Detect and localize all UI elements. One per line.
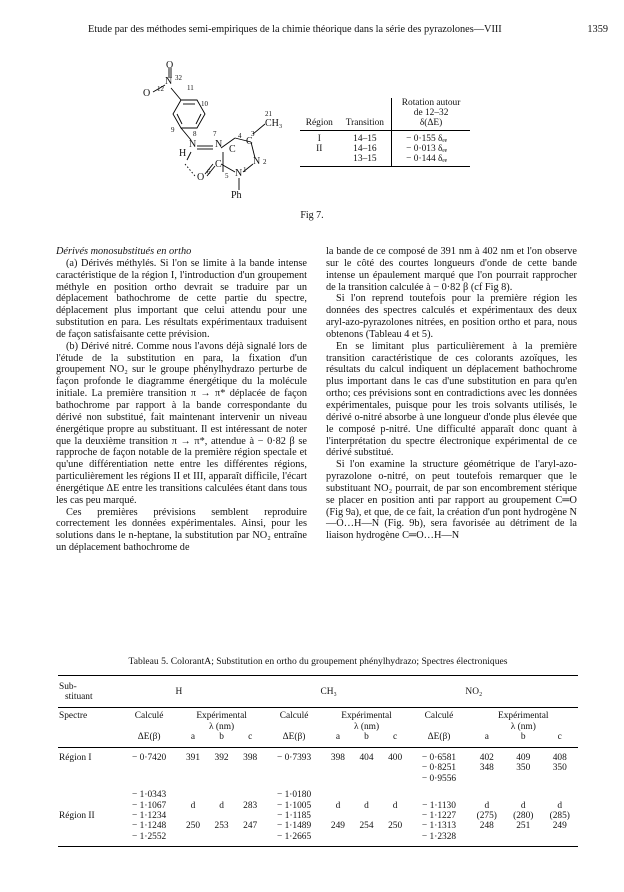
table-cell: 409 — [516, 753, 531, 764]
unit-label: λ (nm) — [353, 721, 380, 732]
table-cell — [324, 790, 353, 800]
table-row: I 14–15 − 0·155 δₑₑ — [300, 131, 470, 145]
table-cell — [236, 790, 265, 800]
atom-O: O — [143, 88, 151, 99]
table-cell: − 1·1067 — [132, 800, 167, 811]
table-cell — [179, 811, 208, 821]
table-cell: − 1·2552 — [132, 831, 167, 842]
table-cell: (275) — [476, 811, 497, 822]
locant: 8 — [193, 130, 197, 138]
atom-N: N — [215, 139, 223, 150]
table-cell: 391 — [185, 753, 201, 764]
table-cell: 400 — [388, 753, 403, 764]
table-cell: 249 — [552, 821, 567, 832]
table-cell: − 1·1227 — [421, 811, 457, 822]
atom-C: C — [229, 144, 236, 155]
table-cell: − 1·1313 — [421, 821, 457, 832]
table-cell: 402 — [479, 753, 494, 764]
table-cell: d — [392, 800, 398, 811]
table-cell: − 0·7420 — [132, 753, 167, 764]
table-cell: 251 — [516, 821, 531, 832]
structure-bonds — [135, 60, 305, 210]
table-cell — [409, 790, 468, 800]
page-number: 1359 — [587, 24, 608, 35]
table-cell — [179, 763, 208, 773]
right-column — [326, 246, 577, 542]
table-cell — [179, 790, 208, 800]
table-cell: d — [190, 800, 196, 811]
table-cell — [207, 774, 236, 784]
table-cell — [352, 832, 381, 842]
table-cell — [469, 790, 505, 800]
rotation-header: Rotation autour de 12–32 δ(ΔE) — [392, 98, 470, 131]
table-cell: d — [335, 800, 341, 811]
calc-label: Calculé — [279, 711, 309, 722]
table-caption: Tableau 5. ColorantA; Substitution en ortho du groupement phénylhydrazo; Spectres électroniques — [128, 656, 508, 667]
paragraph: Si l'on reprend toutefois pour la première région les données des spectres calculés et expérimentaux des deux aryl-azo-pyrazolones nitrées, en position ortho et para, nous obtenons (Tableau 4 et 5). — [326, 293, 577, 340]
table-cell: − 1·1234 — [132, 811, 167, 822]
substituent-header: CH₃ — [320, 687, 337, 698]
exp-label: Expérimental — [341, 711, 392, 722]
table-cell — [541, 832, 578, 842]
paragraph: Si l'on examine la structure géométrique de l'aryl-azo-pyrazolone o-nitré, on peut toutefois remarquer que le substituant NO₂ pourrait, de par son encombrement stérique se placer en position anti par rapport au groupement C═O (Fig 9a), et que, de ce fait, la création d'un pont hydrogène N—O…H—N (Fig. 9b), sera favorisée au détriment de la liaison hydrogène C═O…H—N — [326, 459, 577, 542]
table-cell — [120, 763, 179, 773]
table-cell: (285) — [549, 811, 570, 822]
spectre-label: Spectre — [59, 711, 88, 722]
table-cell: 404 — [359, 753, 374, 764]
col-region-header: Région — [300, 98, 339, 131]
table-cell — [324, 811, 353, 821]
table-row — [58, 801, 578, 811]
table-cell: − 1·1489 — [276, 821, 312, 832]
table-cell — [120, 774, 179, 784]
table-cell: − 1·2328 — [421, 831, 457, 842]
substituent-header: NO₂ — [465, 687, 483, 698]
table-cell — [236, 832, 265, 842]
table-row — [58, 763, 578, 773]
unit-label: λ (nm) — [510, 721, 536, 732]
running-title: Etude par des méthodes semi-empiriques de la chimie théorique dans la série des pyrazolones—VIII — [88, 24, 502, 35]
table-cell — [352, 774, 381, 784]
rotation-table — [300, 98, 470, 167]
table-cell: − 1·2665 — [276, 831, 312, 842]
atom-N: N — [253, 156, 261, 167]
table-cell: d — [520, 800, 526, 811]
table-cell: − 1·1185 — [277, 811, 311, 822]
figure-caption: Fig 7. — [300, 210, 324, 221]
table-cell — [324, 774, 353, 784]
section-heading: Dérivés monosubstitués en ortho — [56, 246, 192, 257]
table-cell: d — [219, 800, 224, 811]
paragraph: (a) Dérivés méthylés. Si l'on se limite à la bande intense caractéristique de la région I, l'introduction d'un groupement méthyle en position ortho devrait se traduire par un déplacement bathochrome de cette partie du spectre, déplacement plus important que celui attendu pour une substitution en para. Les résultats expérimentaux traduisent de façon satisfaisante cette prévision. — [56, 257, 307, 340]
atom-CH3: CH₃ — [265, 118, 283, 129]
table-row — [58, 774, 578, 784]
table-cell — [381, 763, 410, 773]
table-row: 13–15 − 0·144 δₑₑ — [300, 154, 470, 164]
locant: 11 — [187, 84, 194, 92]
table-cell: 250 — [388, 821, 403, 832]
table-cell: − 1·0343 — [132, 790, 167, 801]
table-cell — [207, 811, 236, 821]
exp-label: Expérimental — [196, 711, 247, 722]
table-cell — [541, 790, 578, 800]
atom-O: O — [197, 172, 205, 183]
col-transition-header: Transition — [339, 98, 392, 131]
table-cell: 253 — [214, 821, 229, 832]
table-cell: 250 — [185, 821, 201, 832]
table-cell — [381, 790, 410, 800]
calc-label: Calculé — [424, 711, 454, 722]
table-cell — [236, 811, 265, 821]
delta-label: ΔE(β) — [282, 732, 306, 743]
table-cell — [207, 790, 236, 800]
exp-label: Expérimental — [498, 711, 549, 722]
unit-label: λ (nm) — [209, 721, 235, 732]
table-cell: − 1·0180 — [276, 790, 312, 801]
table-cell: − 0·9556 — [421, 773, 457, 784]
locant: 3 — [251, 130, 255, 138]
table-row — [58, 790, 578, 800]
table-cell — [236, 774, 265, 784]
table-cell — [236, 763, 265, 773]
paragraph: (b) Dérivé nitré. Comme nous l'avons déjà signalé lors de l'étude de la substitution en para, la fixation d'un groupement NO₂ sur le groupe phénylhydrazo perturbe de façon profonde le diagramme énergétique du la molécule initiale. La première transition π → π* déplacée de façon bathochrome par rapport à la bande correspondante du dérivé non substitué, fait maintenant intervenir un niveau énergétique propre au substituant. Il est intéressant de noter que la deuxième transition π → π*, attendue à − 0·82 β se rapproche de façon notable de la première région spectale et qu'une différentiation nette entre les différentes régions, particulièrement les régions II et III, apparaît difficile, l'écart énergétique ΔE entre les transitions calculées étant dans tous les cas peu marqué. — [56, 340, 307, 506]
table-cell: 392 — [214, 753, 229, 764]
atom-Ph: Ph — [231, 190, 242, 201]
table-row — [58, 753, 578, 763]
table-cell — [469, 774, 505, 784]
locant: 5 — [225, 172, 229, 180]
paragraph: Ces premières prévisions semblent reproduire correctement les données expérimentales. Ainsi, pour les solutions dans le n-heptane, la substitution par NO₂ entraîne un déplacement bathochrome de — [56, 506, 307, 554]
table-cell: (280) — [513, 811, 534, 822]
locant: 9 — [171, 126, 175, 134]
table-cell — [352, 790, 381, 800]
table-cell: 283 — [243, 800, 258, 811]
table-cell: 247 — [243, 821, 258, 832]
atom-H: H — [179, 148, 187, 159]
region-label: Région II — [59, 811, 95, 822]
table-cell: 348 — [479, 763, 494, 774]
locant: 10 — [201, 100, 208, 108]
table-cell — [207, 763, 236, 773]
table-cell: 249 — [330, 821, 345, 832]
table-cell — [179, 832, 208, 842]
locant: 12 — [157, 85, 164, 93]
atom-N: N — [235, 168, 243, 179]
region-label: Région I — [59, 753, 92, 764]
chemical-structure — [135, 60, 305, 210]
table-cell — [264, 774, 323, 784]
locant: 6 — [207, 168, 211, 176]
locant: 32 — [175, 74, 182, 82]
table-cell: 398 — [330, 753, 345, 764]
table-cell — [505, 774, 541, 784]
table-cell — [207, 832, 236, 842]
table-cell — [324, 832, 353, 842]
table-cell — [505, 790, 541, 800]
table-cell: 408 — [552, 753, 567, 764]
table-cell — [179, 774, 208, 784]
substituant-label: Sub- stituant — [59, 682, 93, 703]
table-cell — [469, 832, 505, 842]
table-cell: − 1·1248 — [132, 821, 167, 832]
table-cell: 350 — [516, 763, 531, 774]
atom-C: C — [215, 159, 222, 170]
table-cell: d — [484, 800, 490, 811]
atom-N: N — [165, 76, 173, 87]
locant: 4 — [238, 132, 242, 140]
locant: 1 — [243, 166, 247, 174]
table-cell: − 0·6581 — [421, 753, 457, 764]
table-cell: − 0·8251 — [421, 763, 457, 774]
calc-label: Calculé — [134, 711, 164, 722]
atom-N: N — [189, 139, 197, 150]
locant: 7 — [213, 130, 217, 138]
table-cell — [352, 811, 381, 821]
paragraph: la bande de ce composé de 391 nm à 402 nm et l'on observe sur le côté des courtes longueurs d'onde de cette bande intense un épaulement marqué que l'on pourrait rapprocher de la transition calculée à − 0·82 β (cf Fig 8). — [326, 246, 577, 293]
table-cell — [381, 832, 410, 842]
table-cell: 248 — [479, 821, 494, 832]
table-cell: 254 — [359, 821, 374, 832]
table-cell — [324, 763, 353, 773]
table-cell: d — [557, 800, 563, 811]
atom-O: O — [166, 60, 174, 71]
table-cell — [381, 774, 410, 784]
table-row — [58, 811, 578, 821]
paragraph: En se limitant plus particulièrement à la première transition caractéristique de ces colorants azoïques, les résultats du calcul indiquent un déplacement bathochrome plus important dans le cas d'une substitution en para qu'en ortho; ces prévisions sont en contradictions avec les données expérimentales, puisque pour les trois solvants utilisés, le dérivé o-nitré absorbe à une longueur d'onde plus élevée que le composé p-nitré. Une difficulté apparaît donc quant à l'interprétation du spectre électronique expérimental de ce dérivé substitué. — [326, 340, 577, 459]
table-5-body — [58, 753, 578, 842]
table-cell — [381, 811, 410, 821]
table-cell: 350 — [552, 763, 567, 774]
table-cell: − 1·1130 — [422, 800, 456, 811]
table-row — [58, 832, 578, 842]
table-cell — [352, 763, 381, 773]
table-row: II 14–16 − 0·013 δₑₑ — [300, 144, 470, 154]
locant: 21 — [265, 110, 272, 118]
locant: 2 — [263, 158, 267, 166]
substituent-header: H — [175, 687, 183, 698]
table-row — [58, 821, 578, 831]
delta-label: ΔE(β) — [427, 732, 451, 743]
table-cell: − 1·1005 — [276, 800, 312, 811]
table-5: Tableau 5. ColorantA; Substitution en ortho du groupement phénylhydrazo; Spectres électroniques Sub- stituant H CH₃ NO₂ Spectre Calculé Expérimental Calculé Expérimental Calculé Expérimental λ (nm) λ (nm) λ (nm) ΔE(β) a b c ΔE(β) a b c ΔE(β) a b c Région I − 0·7420 391 392 398 − 0·7393 398 404 400 − 0·6581 402 409 408 − 0·8251 348 350 350 − 0·9556 − 1·0343 − 1·0180 − 1·1067 d d 283 − 1·1005 d d d − 1·1130 d d d Région II − 1·1234 − 1·1185 − 1·1227 (275) (280) (285) − 1·1248 250 253 247 − 1·1489 249 254 250 − 1·1313 248 251 249 − 1·2552 − 1·2665 − 1·2328 — [58, 656, 578, 847]
table-cell — [264, 763, 323, 773]
table-cell — [505, 832, 541, 842]
table-cell: − 0·7393 — [276, 753, 312, 764]
delta-label: ΔE(β) — [137, 732, 161, 743]
atom-C: C — [246, 136, 253, 147]
table-cell: 398 — [243, 753, 258, 764]
table-cell: d — [364, 800, 369, 811]
table-cell — [541, 774, 578, 784]
left-column — [56, 246, 307, 554]
